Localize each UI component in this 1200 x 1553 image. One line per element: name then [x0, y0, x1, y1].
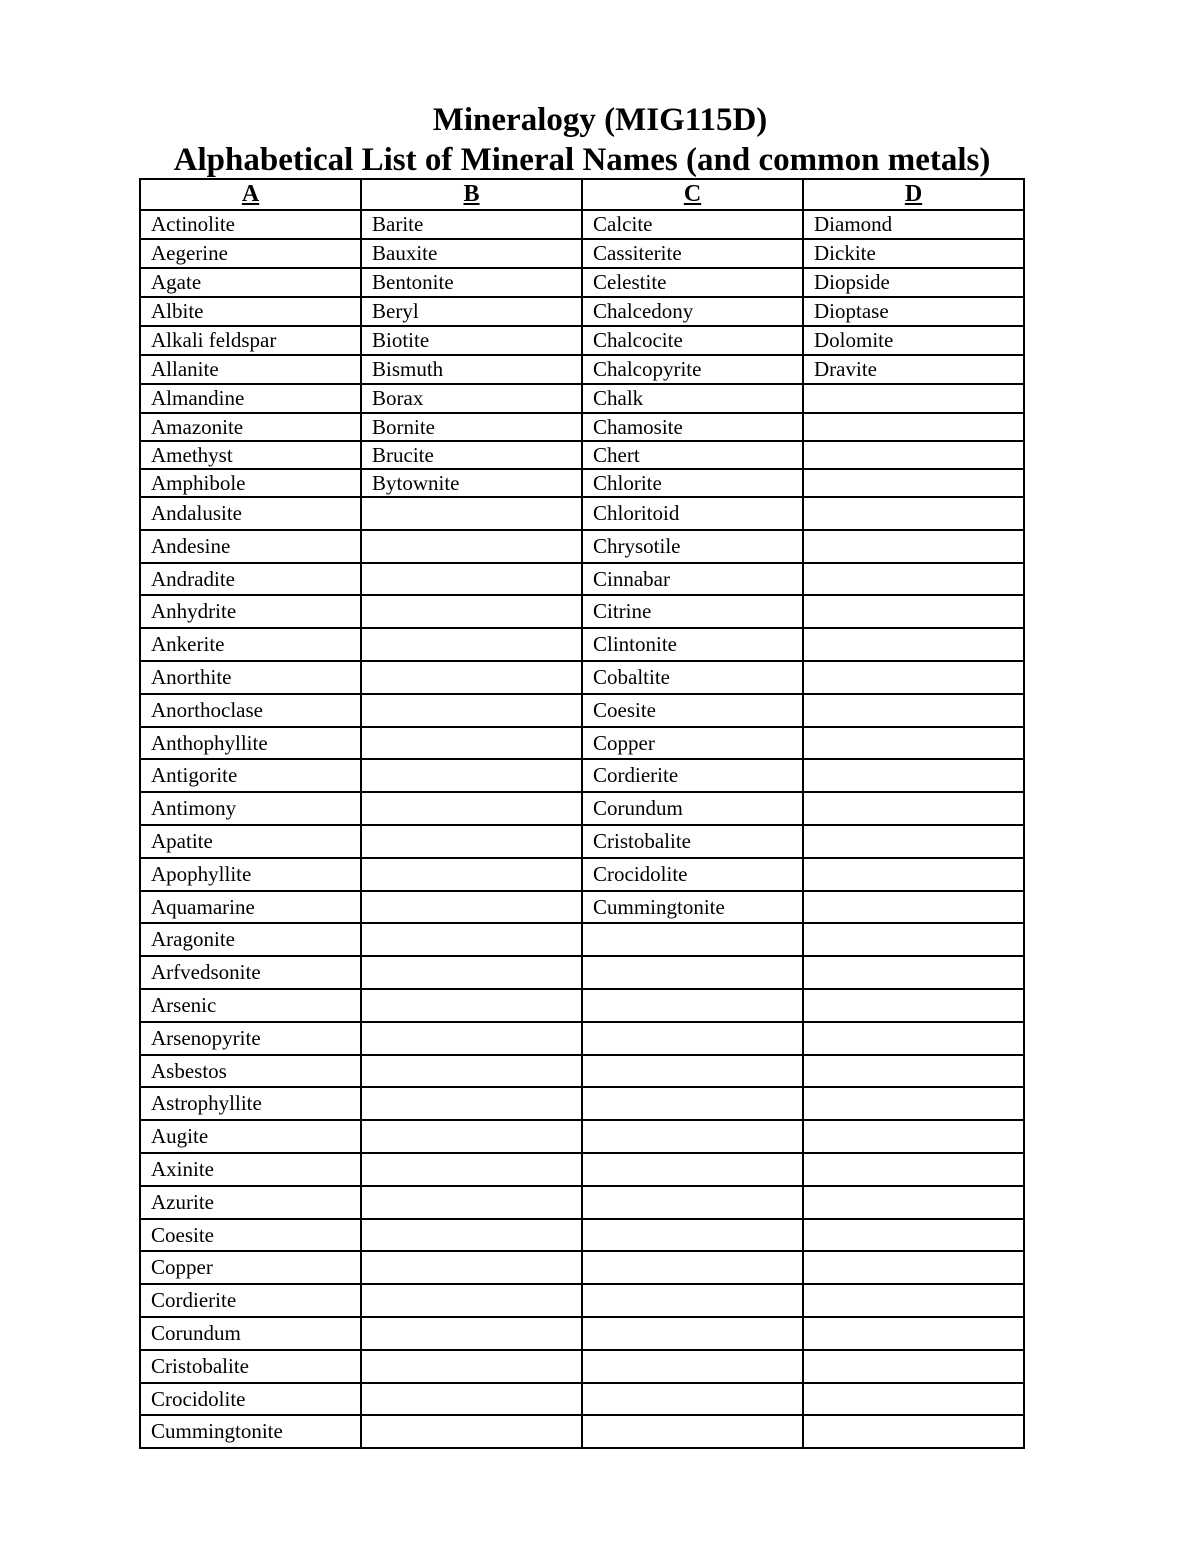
cell-column-a: Apophyllite: [140, 858, 361, 891]
cell-column-d: Diopside: [803, 268, 1024, 297]
cell-column-a: Arsenic: [140, 989, 361, 1022]
cell-column-b: [361, 1219, 582, 1252]
cell-column-b: [361, 1186, 582, 1219]
page-subtitle: Alphabetical List of Mineral Names (and common metals): [173, 142, 991, 178]
table-row: [140, 326, 1024, 355]
cell-column-c: Cordierite: [582, 759, 803, 792]
cell-column-d: [803, 530, 1024, 563]
cell-column-b: [361, 1284, 582, 1317]
table-row: [140, 210, 1024, 239]
cell-column-c: Chlorite: [582, 469, 803, 497]
cell-column-c: Cristobalite: [582, 825, 803, 858]
cell-column-c: Cassiterite: [582, 239, 803, 268]
table-row: [140, 239, 1024, 268]
cell-column-b: [361, 1120, 582, 1153]
mineral-table: [139, 178, 1025, 1449]
cell-column-b: [361, 694, 582, 727]
cell-column-c: [582, 923, 803, 956]
cell-column-a: Anhydrite: [140, 595, 361, 628]
cell-column-b: [361, 956, 582, 989]
cell-column-d: [803, 1055, 1024, 1088]
cell-column-d: [803, 1317, 1024, 1350]
cell-column-a: Actinolite: [140, 210, 361, 239]
table-row: [140, 956, 1024, 989]
table-row: [140, 1055, 1024, 1088]
cell-column-b: [361, 563, 582, 596]
cell-column-a: Alkali feldspar: [140, 326, 361, 355]
cell-column-b: [361, 1055, 582, 1088]
cell-column-b: Barite: [361, 210, 582, 239]
table-row: [140, 441, 1024, 469]
cell-column-a: Aegerine: [140, 239, 361, 268]
cell-column-d: [803, 891, 1024, 924]
cell-column-d: [803, 989, 1024, 1022]
cell-column-a: Cordierite: [140, 1284, 361, 1317]
cell-column-c: Chrysotile: [582, 530, 803, 563]
table-row: [140, 1317, 1024, 1350]
cell-column-d: [803, 661, 1024, 694]
cell-column-b: [361, 1153, 582, 1186]
table-row: [140, 1022, 1024, 1055]
cell-column-c: [582, 1284, 803, 1317]
table-row: [140, 497, 1024, 530]
cell-column-d: [803, 1153, 1024, 1186]
table-row: [140, 413, 1024, 441]
column-header-c: C: [582, 179, 803, 210]
cell-column-c: Chamosite: [582, 413, 803, 441]
cell-column-c: Celestite: [582, 268, 803, 297]
cell-column-a: Andesine: [140, 530, 361, 563]
table-row: [140, 355, 1024, 384]
cell-column-a: Azurite: [140, 1186, 361, 1219]
table-row: [140, 1350, 1024, 1383]
cell-column-c: Citrine: [582, 595, 803, 628]
cell-column-b: Bauxite: [361, 239, 582, 268]
cell-column-a: Cummingtonite: [140, 1415, 361, 1448]
column-header-b: B: [361, 179, 582, 210]
cell-column-c: Chalcocite: [582, 326, 803, 355]
cell-column-a: Almandine: [140, 384, 361, 413]
cell-column-b: [361, 1383, 582, 1416]
cell-column-c: Chalcopyrite: [582, 355, 803, 384]
cell-column-a: Arsenopyrite: [140, 1022, 361, 1055]
header-row: [140, 179, 1024, 210]
cell-column-c: [582, 1153, 803, 1186]
table-row: [140, 891, 1024, 924]
cell-column-b: [361, 891, 582, 924]
cell-column-a: Augite: [140, 1120, 361, 1153]
cell-column-a: Andradite: [140, 563, 361, 596]
cell-column-b: [361, 1087, 582, 1120]
cell-column-d: Diamond: [803, 210, 1024, 239]
column-header-d: D: [803, 179, 1024, 210]
cell-column-d: [803, 469, 1024, 497]
cell-column-a: Antigorite: [140, 759, 361, 792]
cell-column-a: Axinite: [140, 1153, 361, 1186]
cell-column-a: Anthophyllite: [140, 727, 361, 760]
cell-column-c: Chert: [582, 441, 803, 469]
table-row: [140, 759, 1024, 792]
cell-column-a: Aragonite: [140, 923, 361, 956]
cell-column-c: [582, 1383, 803, 1416]
cell-column-d: [803, 1350, 1024, 1383]
cell-column-c: [582, 1055, 803, 1088]
table-row: [140, 989, 1024, 1022]
cell-column-b: Bytownite: [361, 469, 582, 497]
cell-column-a: Ankerite: [140, 628, 361, 661]
cell-column-c: Calcite: [582, 210, 803, 239]
table-row: [140, 1251, 1024, 1284]
table-row: [140, 1284, 1024, 1317]
cell-column-b: Biotite: [361, 326, 582, 355]
cell-column-b: [361, 595, 582, 628]
table-row: [140, 1415, 1024, 1448]
cell-column-a: Arfvedsonite: [140, 956, 361, 989]
cell-column-a: Crocidolite: [140, 1383, 361, 1416]
cell-column-c: [582, 1087, 803, 1120]
cell-column-d: [803, 413, 1024, 441]
cell-column-a: Anorthoclase: [140, 694, 361, 727]
table-row: [140, 1087, 1024, 1120]
cell-column-b: [361, 1251, 582, 1284]
cell-column-b: [361, 989, 582, 1022]
cell-column-c: Chalcedony: [582, 297, 803, 326]
table-row: [140, 661, 1024, 694]
cell-column-a: Apatite: [140, 825, 361, 858]
cell-column-b: [361, 1317, 582, 1350]
cell-column-b: [361, 923, 582, 956]
cell-column-a: Asbestos: [140, 1055, 361, 1088]
cell-column-a: Amethyst: [140, 441, 361, 469]
cell-column-d: [803, 497, 1024, 530]
cell-column-d: [803, 1219, 1024, 1252]
cell-column-b: [361, 825, 582, 858]
cell-column-a: Amphibole: [140, 469, 361, 497]
cell-column-d: [803, 956, 1024, 989]
cell-column-d: [803, 384, 1024, 413]
cell-column-d: [803, 1022, 1024, 1055]
cell-column-b: Brucite: [361, 441, 582, 469]
cell-column-a: Anorthite: [140, 661, 361, 694]
cell-column-d: [803, 694, 1024, 727]
cell-column-b: [361, 727, 582, 760]
table-row: [140, 1153, 1024, 1186]
cell-column-d: Dioptase: [803, 297, 1024, 326]
column-header-a: A: [140, 179, 361, 210]
cell-column-a: Cristobalite: [140, 1350, 361, 1383]
cell-column-a: Aquamarine: [140, 891, 361, 924]
cell-column-b: [361, 858, 582, 891]
cell-column-c: Corundum: [582, 792, 803, 825]
cell-column-d: [803, 858, 1024, 891]
table-row: [140, 825, 1024, 858]
table-row: [140, 858, 1024, 891]
cell-column-b: [361, 661, 582, 694]
page-title: Mineralogy (MIG115D): [432, 102, 768, 138]
cell-column-d: [803, 1415, 1024, 1448]
cell-column-b: Borax: [361, 384, 582, 413]
cell-column-a: Allanite: [140, 355, 361, 384]
cell-column-d: [803, 595, 1024, 628]
cell-column-a: Astrophyllite: [140, 1087, 361, 1120]
cell-column-c: Clintonite: [582, 628, 803, 661]
cell-column-c: [582, 1022, 803, 1055]
cell-column-c: [582, 1120, 803, 1153]
cell-column-c: [582, 989, 803, 1022]
cell-column-b: [361, 497, 582, 530]
cell-column-b: [361, 1350, 582, 1383]
cell-column-b: [361, 759, 582, 792]
cell-column-d: [803, 441, 1024, 469]
cell-column-c: [582, 956, 803, 989]
table-row: [140, 530, 1024, 563]
cell-column-d: [803, 792, 1024, 825]
table-row: [140, 469, 1024, 497]
cell-column-a: Antimony: [140, 792, 361, 825]
cell-column-b: Bentonite: [361, 268, 582, 297]
mineral-rows: [140, 210, 1024, 1448]
table-row: [140, 694, 1024, 727]
table-row: [140, 1219, 1024, 1252]
table-row: [140, 628, 1024, 661]
cell-column-d: [803, 1120, 1024, 1153]
cell-column-c: [582, 1186, 803, 1219]
cell-column-c: Chloritoid: [582, 497, 803, 530]
cell-column-b: [361, 792, 582, 825]
table-row: [140, 1186, 1024, 1219]
cell-column-a: Coesite: [140, 1219, 361, 1252]
cell-column-c: [582, 1415, 803, 1448]
cell-column-b: Beryl: [361, 297, 582, 326]
cell-column-d: [803, 1087, 1024, 1120]
cell-column-d: [803, 1251, 1024, 1284]
cell-column-c: Crocidolite: [582, 858, 803, 891]
cell-column-c: Chalk: [582, 384, 803, 413]
table-row: [140, 923, 1024, 956]
cell-column-d: [803, 923, 1024, 956]
cell-column-c: [582, 1350, 803, 1383]
cell-column-c: [582, 1251, 803, 1284]
cell-column-a: Amazonite: [140, 413, 361, 441]
cell-column-a: Agate: [140, 268, 361, 297]
cell-column-c: Cinnabar: [582, 563, 803, 596]
cell-column-b: [361, 628, 582, 661]
table-row: [140, 297, 1024, 326]
cell-column-d: [803, 759, 1024, 792]
cell-column-d: [803, 563, 1024, 596]
cell-column-b: [361, 1415, 582, 1448]
cell-column-d: [803, 1284, 1024, 1317]
cell-column-a: Corundum: [140, 1317, 361, 1350]
cell-column-d: Dolomite: [803, 326, 1024, 355]
table-row: [140, 268, 1024, 297]
table-row: [140, 792, 1024, 825]
cell-column-b: [361, 530, 582, 563]
cell-column-a: Copper: [140, 1251, 361, 1284]
cell-column-b: Bismuth: [361, 355, 582, 384]
cell-column-d: [803, 628, 1024, 661]
table-row: [140, 384, 1024, 413]
cell-column-a: Albite: [140, 297, 361, 326]
cell-column-c: [582, 1219, 803, 1252]
cell-column-c: Cummingtonite: [582, 891, 803, 924]
table-row: [140, 595, 1024, 628]
cell-column-a: Andalusite: [140, 497, 361, 530]
table-row: [140, 563, 1024, 596]
cell-column-d: [803, 1186, 1024, 1219]
cell-column-b: [361, 1022, 582, 1055]
cell-column-b: Bornite: [361, 413, 582, 441]
table-row: [140, 1383, 1024, 1416]
cell-column-d: [803, 1383, 1024, 1416]
cell-column-c: Cobaltite: [582, 661, 803, 694]
cell-column-d: Dravite: [803, 355, 1024, 384]
cell-column-d: Dickite: [803, 239, 1024, 268]
cell-column-c: Coesite: [582, 694, 803, 727]
table-row: [140, 727, 1024, 760]
cell-column-d: [803, 825, 1024, 858]
cell-column-c: Copper: [582, 727, 803, 760]
table-row: [140, 1120, 1024, 1153]
cell-column-d: [803, 727, 1024, 760]
cell-column-c: [582, 1317, 803, 1350]
